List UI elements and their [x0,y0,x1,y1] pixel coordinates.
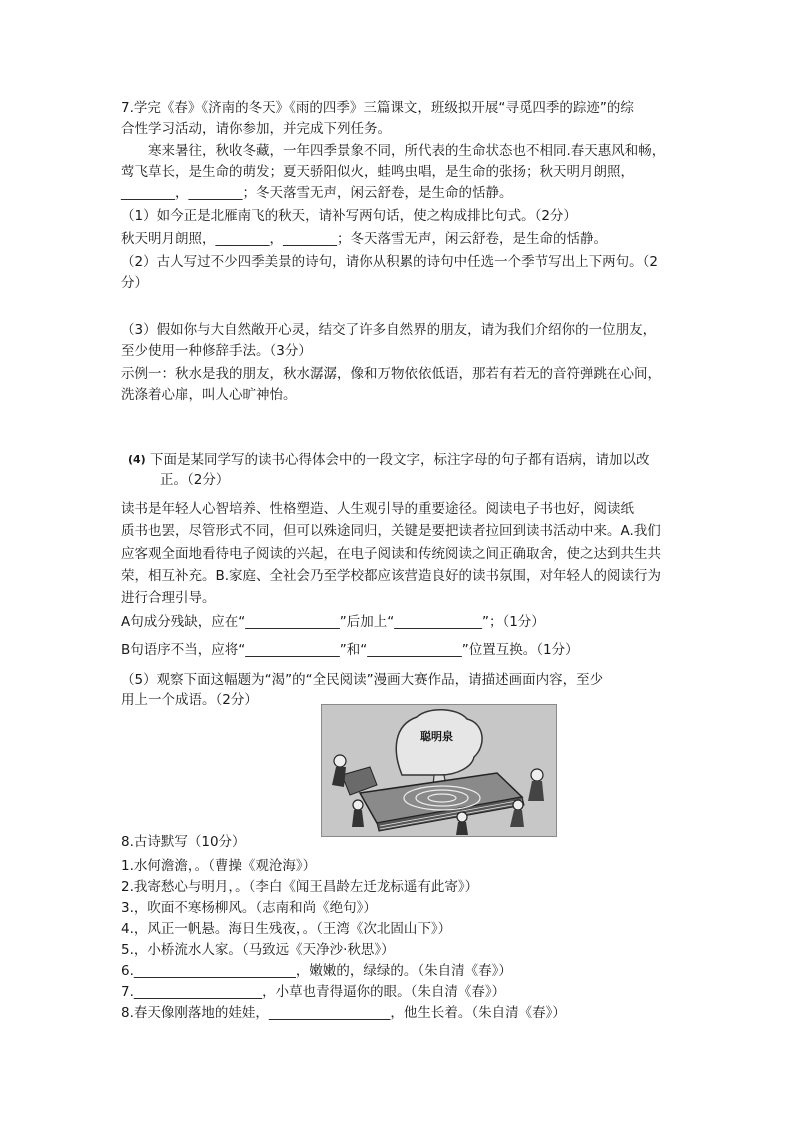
q7-passage-line-3: ________，________；冬天落雪无声，闲云舒卷，是生命的恬静。 [121,185,513,201]
task-5-question-line-1: （5）观察下面这幅题为“渴”的“全民阅读”漫画大赛作品，请描述画面内容，至少 [121,672,604,688]
q8-item-2: 2.我寄愁心与明月，。（李白《闻王昌龄左迁龙标遥有此寄》） [121,879,479,895]
q7-passage-line-1: 寒来暑往，秋收冬藏，一年四季景象不同，所代表的生命状态也不相同.春天惠风和畅， [148,143,666,159]
task-3-question-line-1: （3）假如你与大自然敞开心灵，结交了许多自然界的朋友，请为我们介绍你的一位朋友， [121,322,657,338]
q8-item-3: 3.，吹面不寒杨柳风。（志南和尚《绝句》） [121,900,377,916]
q8-title: 8.古诗默写（10分） [121,834,246,850]
q8-item-1: 1.水何澹澹，。（曹操《观沧海》） [121,858,317,874]
task-4-question-line-1: 下面是某同学写的读书心得体会中的一段文字，标注字母的句子都有语病，请加以改 [150,452,650,468]
q8-item-4: 4.，风正一帆悬。海日生残夜，。（王湾《次北固山下》） [121,921,452,937]
task-4-passage-line-1: 读书是年轻人心智培养、性格塑造、人生观引导的重要途径。阅读电子书也好，阅读纸 [121,501,634,517]
task-3-example-line-1: 示例一：秋水是我的朋友，秋水潺潺，像和万物依依低语，那若有若无的音符弹跳在心间， [121,366,661,382]
task-4-passage-line-3: 应客观全面地看待电子阅读的兴起，在电子阅读和传统阅读之间正确取舍，使之达到共生共 [121,546,661,562]
q8-item-6: 6.________________________，嫩嫩的，绿绿的。（朱自清《春》） [121,963,512,979]
task-1-answer-line: 秋天明月朗照，________，________；冬天落雪无声，闲云舒卷，是生命的恬静。 [121,231,607,247]
task-3-example-line-2: 洗涤着心扉，叫人心旷神怡。 [121,387,297,403]
task-4-answer-b: B句语序不当，应将“______________”和“______________”位置互换。（1分） [121,642,579,658]
cartoon-sign-text: 聪明泉 [420,730,453,743]
q7-passage-line-2: 莺飞草长，是生命的萌发；夏天骄阳似火，蛙鸣虫唱，是生命的张扬；秋天明月朗照， [121,164,634,180]
q8-item-5: 5.，小桥流水人家。（马致远《天净沙·秋思》） [121,942,395,958]
task-4-passage-line-2: 质书也罢，尽管形式不同，但可以殊途同归，关键是要把读者拉回到读书活动中来。A.我们 [121,523,661,539]
task-4-question-line-2: 正。（2分） [160,472,230,488]
task-4-answer-a: A句成分残缺，应在“______________”后加上“_____________”；（1分） [121,614,545,630]
q8-item-8: 8.春天像刚落地的娃娃，__________________，他生长着。（朱自清《春》） [121,1005,566,1021]
task-2-question-line-1: （2）古人写过不少四季美景的诗句，请你从积累的诗句中任选一个季节写出上下两句。（2 [121,254,658,270]
task-4-passage-line-4: 荣，相互补充。B.家庭、全社会乃至学校都应该营造良好的读书氛围，对年轻人的阅读行为 [121,568,662,584]
q8-item-7: 7.___________________，小草也青得逼你的眼。（朱自清《春》） [121,984,506,1000]
q7-intro-line-2: 合性学习活动，请你参加，并完成下列任务。 [121,121,391,137]
task-1-question: （1）如今正是北雁南飞的秋天，请补写两句话，使之构成排比句式。（2分） [121,208,577,224]
task-5-question-line-2: 用上一个成语。（2分） [121,692,258,708]
task-2-question-line-2: 分） [121,275,148,291]
task-4-number: (4) [128,453,146,466]
task-3-question-line-2: 至少使用一种修辞手法。（3分） [121,343,312,359]
task-4-passage-line-5: 进行合理引导。 [121,590,216,606]
cartoon-image [321,704,557,837]
q7-intro-line-1: 7.学完《春》《济南的冬天》《雨的四季》三篇课文，班级拟开展“寻觅四季的踪迹”的综 [121,100,634,116]
